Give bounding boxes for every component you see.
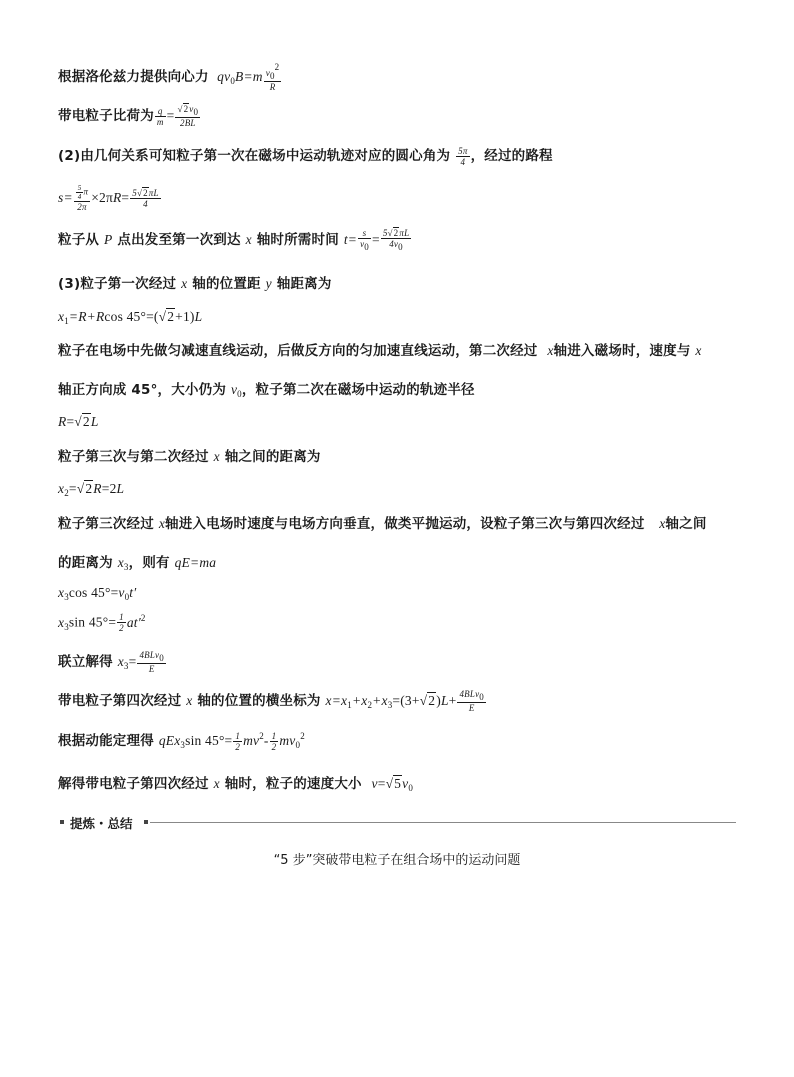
line-x3-definition: 的距离为 $x_3$，则有 qE=ma bbox=[58, 555, 217, 572]
line-path-length: s= $\frac{5}{4}$ π 2π ×2πR= $\frac{5√2\pi L}{4}$ bbox=[58, 184, 159, 212]
line-x2-formula: $x_2=√2R=2L$ bbox=[58, 481, 125, 498]
fraction-4BLv0-over-E-2: 4BLv0 E bbox=[459, 689, 484, 713]
line-first-crossing: (3)粒子第一次经过 x 轴的位置距 y 轴距离为 bbox=[58, 276, 332, 292]
line-motion-in-field: 粒子在电场中先做匀减速直线运动，后做反方向的匀加速直线运动，第二次经过 x轴进入磁场时，速度与 x bbox=[58, 343, 702, 359]
line-fourth-crossing-coordinate: 带电粒子第四次经过 x 轴的位置的横坐标为 $x=x_1+x_2+x_3=(3+√2)L+$ 4BLv0 E bbox=[58, 689, 484, 713]
bullet-square-right bbox=[144, 820, 148, 824]
line-charge-mass-ratio: 带电粒子比荷为 $\frac{q}{m}$ = $\frac{√2v0}{2BL}$ bbox=[58, 104, 199, 128]
section-divider bbox=[58, 812, 736, 832]
divider-rule bbox=[150, 822, 736, 823]
fraction-4BLv0-over-E: 4BLv0 E bbox=[139, 650, 164, 674]
line-kinetic-energy-theorem: 根据动能定理得 qEx$_3$sin 45°= $\frac{1}{2}$ $mv^2-$ $\frac{1}{2}$ $mv_0^2$ bbox=[58, 730, 305, 752]
fraction-v0sq-over-R: $\frac{v02}{R}$ bbox=[265, 62, 280, 92]
line-projectile-motion: 粒子第三次经过 x轴进入电场时速度与电场方向垂直，做类平抛运动，设粒子第三次与第四次经过 x轴之间 bbox=[58, 516, 707, 532]
line-x3-solution: 联立解得 $x_3=$ 4BLv0 E bbox=[58, 650, 164, 674]
formula-qvB: $qv_0B=m$ bbox=[213, 69, 263, 86]
bullet-square-left bbox=[60, 820, 64, 824]
fraction-time-result: $\frac{5√2\pi L}{4v0}$ bbox=[382, 228, 410, 252]
section-title: 提炼・总结 bbox=[70, 816, 133, 831]
line-R-formula: R=√2L bbox=[58, 414, 99, 429]
section-caption: “5 步”突破带电粒子在组合场中的运动问题 bbox=[273, 853, 521, 868]
line-time-to-x-axis: 粒子从 P 点出发至第一次到达 x 轴时所需时间 t= $\frac{s}{v0}$ = $\frac{5√2\pi L}{4v0}$ bbox=[58, 228, 410, 252]
fraction-sqrt2v0-over-2BL: $\frac{√2v0}{2BL}$ bbox=[177, 104, 199, 128]
fraction-one-half: $\frac{1}{2}$ bbox=[119, 612, 124, 633]
line-final-speed: 解得带电粒子第四次经过 x 轴时，粒子的速度大小 $v=√5v_0$ bbox=[58, 776, 414, 793]
line-lorentz-force: 根据洛伦兹力提供向心力 $qv_0B=m$ $\frac{v02}{R}$ bbox=[58, 62, 280, 92]
fraction-s-over-v0: $\frac{s}{v0}$ bbox=[360, 228, 369, 252]
line-x1-formula: $x_1=R+Rcos$ 45°=(√2+1)L bbox=[58, 309, 203, 326]
line-x3-sin: $x_3\sin$ 45°= $\frac{1}{2}$ $at'^2$ bbox=[58, 612, 146, 633]
line-second-third-distance: 粒子第三次与第二次经过 x 轴之间的距离为 bbox=[58, 449, 321, 465]
line-second-radius: 轴正方向成 45°，大小仍为 $v_0$，粒子第二次在磁场中运动的轨迹半径 bbox=[58, 382, 475, 399]
line-central-angle: (2)由几何关系可知粒子第一次在磁场中运动轨迹对应的圆心角为 $\frac{5\pi}{4}$ ，经过的路程 bbox=[58, 145, 553, 167]
fraction-5pi-over-4: $\frac{5\pi}{4}$ bbox=[458, 145, 468, 167]
line-x3-cos: $x_3\cos$ $45^\circ=v_0t'$ bbox=[58, 585, 137, 602]
fraction-path-ratio: $\frac{5}{4}$ π 2π bbox=[74, 184, 90, 212]
fraction-5sqrt2piL-over-4: $\frac{5√2\pi L}{4}$ bbox=[132, 187, 159, 209]
fraction-q-over-m: $\frac{q}{m}$ bbox=[156, 105, 164, 127]
